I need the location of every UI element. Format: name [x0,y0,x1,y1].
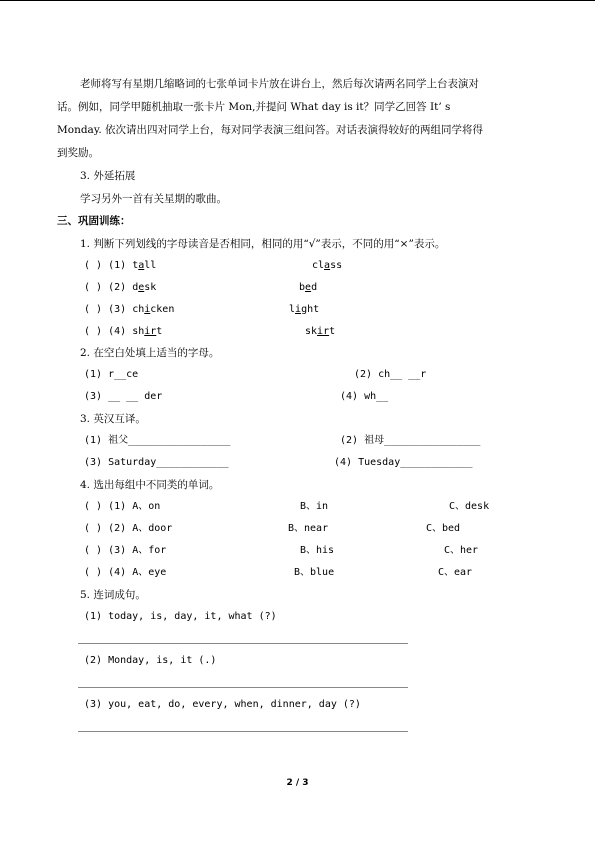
q4-item-4-option-c: C、ear [438,567,473,578]
extension-heading: 3. 外延拓展 [80,170,136,182]
q2-title: 2. 在空白处填上适当的字母。 [80,347,220,359]
q3-title: 3. 英汉互译。 [80,413,146,425]
answer-paren[interactable]: ( ) [84,282,103,293]
q1-item-4 [84,325,162,339]
q1-item-4-word-2: skirt [305,326,336,337]
word-1: shirt [132,326,163,337]
q4-item-3 [84,544,166,558]
item-number: (1) [108,260,127,271]
q3-item-2[interactable]: (2) 祖母________________ [340,435,481,446]
item-number: (3) [108,304,127,315]
q3-item-3[interactable]: (3) Saturday____________ [84,457,229,468]
q4-item-1-option-b: B、in [300,501,329,512]
item-number: (3) [108,545,127,556]
q4-item-3-option-b: B、his [300,545,335,556]
q4-title: 4. 选出每组中不同类的单词。 [80,479,220,491]
option-a: A、on [132,501,161,512]
answer-paren[interactable]: ( ) [84,260,103,271]
answer-line-3[interactable] [78,731,408,732]
answer-paren[interactable]: ( ) [84,501,103,512]
intro-line-1: 老师将写有星期几缩略词的七张单词卡片放在讲台上，然后每次请两名同学上台表演对 [80,78,479,90]
extension-body: 学习另外一首有关星期的歌曲。 [80,193,227,205]
q4-item-1-option-c: C、desk [449,501,490,512]
q4-item-2-option-c: C、bed [426,523,461,534]
answer-paren[interactable]: ( ) [84,567,103,578]
q1-item-1 [84,259,156,273]
word-1: chicken [132,304,175,315]
item-number: (1) [108,501,127,512]
item-number: (4) [108,326,127,337]
q4-item-4 [84,566,166,580]
q5-title: 5. 连词成句。 [80,589,146,601]
option-a: A、for [132,545,167,556]
answer-line-2[interactable] [78,687,408,688]
section-heading: 三、巩固训练： [57,215,131,227]
q2-item-1[interactable]: (1) r__ce [84,369,139,380]
q5-item-3: (3) you, eat, do, every, when, dinner, day (?) [84,699,361,710]
q4-item-3-option-c: C、her [444,545,479,556]
answer-line-1[interactable] [78,643,408,644]
option-a: A、door [132,523,173,534]
q1-item-3 [84,303,174,317]
option-a: A、eye [132,567,167,578]
intro-line-2: 话。例如，同学甲随机抽取一张卡片 Mon,并提问 What day is it？同学乙回答 It’ s [57,101,451,113]
q1-item-2-word-2: bed [299,282,318,293]
item-number: (2) [108,282,127,293]
item-number: (2) [108,523,127,534]
q4-item-2 [84,522,172,536]
answer-paren[interactable]: ( ) [84,326,103,337]
answer-paren[interactable]: ( ) [84,545,103,556]
word-1: tall [132,260,157,271]
q3-item-1[interactable]: (1) 祖父_________________ [84,435,231,446]
top-rule [0,0,595,1]
q1-item-2 [84,281,156,295]
q4-item-1 [84,500,160,514]
q1-item-3-word-2: light [289,304,320,315]
intro-line-4: 到奖励。 [57,147,99,159]
word-1: desk [132,282,157,293]
q2-item-3[interactable]: (3) __ __ der [84,391,163,402]
q4-item-4-option-b: B、blue [294,567,335,578]
q3-item-4[interactable]: (4) Tuesday____________ [334,457,473,468]
item-number: (4) [108,567,127,578]
q1-item-1-word-2: class [312,260,343,271]
answer-paren[interactable]: ( ) [84,523,103,534]
q2-item-4[interactable]: (4) wh__ [340,391,389,402]
q5-item-2: (2) Monday, is, it (.) [84,655,217,666]
answer-paren[interactable]: ( ) [84,304,103,315]
q2-item-2[interactable]: (2) ch__ __r [354,369,427,380]
page-number: 2 / 3 [286,778,309,788]
q5-item-1: (1) today, is, day, it, what (?) [84,611,277,622]
q4-item-2-option-b: B、near [288,523,329,534]
intro-line-3: Monday. 依次请出四对同学上台，每对同学表演三组问答。对话表演得较好的两组同学将得 [57,124,484,136]
q1-title: 1. 判断下列划线的字母读音是否相同，相同的用“√”表示，不同的用“×”表示。 [80,238,446,250]
